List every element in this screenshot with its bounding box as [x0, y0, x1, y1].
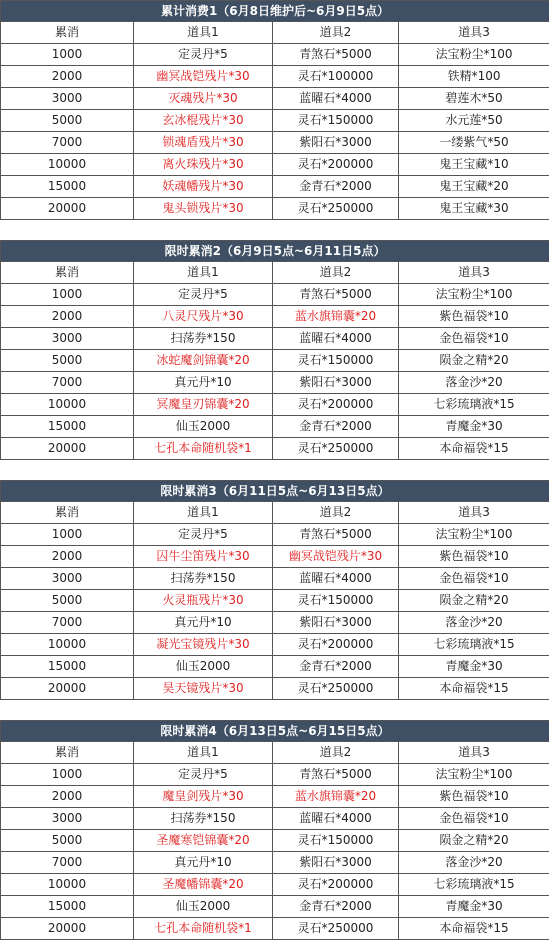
- reward-item-cell: 灵石*150000: [273, 110, 399, 132]
- table-row: [1, 306, 549, 328]
- table-row: [1, 612, 549, 634]
- table-title-row: [1, 1, 549, 22]
- reward-table-block: [0, 480, 549, 700]
- reward-item-cell: 金色福袋*10: [399, 808, 549, 830]
- threshold-cell: 10000: [1, 634, 134, 656]
- column-header: 道具2: [273, 262, 399, 284]
- reward-item-cell: 扫荡券*150: [134, 808, 273, 830]
- reward-item-cell: 七孔本命随机袋*1: [134, 918, 273, 940]
- reward-table-block: [0, 0, 549, 220]
- threshold-cell: 1000: [1, 764, 134, 786]
- threshold-cell: 3000: [1, 568, 134, 590]
- reward-item-cell: 法宝粉尘*100: [399, 44, 549, 66]
- table-header-row: [1, 742, 549, 764]
- table-row: [1, 350, 549, 372]
- reward-item-cell: 金青石*2000: [273, 656, 399, 678]
- reward-item-cell: 七孔本命随机袋*1: [134, 438, 273, 460]
- reward-table-block: [0, 720, 549, 940]
- reward-item-cell: 七彩琉璃液*15: [399, 874, 549, 896]
- reward-item-cell: 圣魔寒铠锦囊*20: [134, 830, 273, 852]
- reward-item-cell: 昊天镜残片*30: [134, 678, 273, 700]
- threshold-cell: 1000: [1, 44, 134, 66]
- threshold-cell: 3000: [1, 808, 134, 830]
- table-row: [1, 874, 549, 896]
- reward-item-cell: 碧莲木*50: [399, 88, 549, 110]
- threshold-cell: 10000: [1, 394, 134, 416]
- reward-item-cell: 蓝水旗锦囊*20: [273, 306, 399, 328]
- threshold-cell: 2000: [1, 786, 134, 808]
- reward-item-cell: 青魔金*30: [399, 896, 549, 918]
- table-header-row: [1, 262, 549, 284]
- reward-item-cell: 紫阳石*3000: [273, 612, 399, 634]
- column-header: 道具1: [134, 742, 273, 764]
- reward-item-cell: 落金沙*20: [399, 612, 549, 634]
- reward-item-cell: 妖魂幡残片*30: [134, 176, 273, 198]
- table-row: [1, 852, 549, 874]
- column-header: 道具1: [134, 22, 273, 44]
- table-title: 限时累消3（6月11日5点~6月13日5点）: [1, 481, 549, 502]
- column-header: 累消: [1, 262, 134, 284]
- reward-item-cell: 灭魂残片*30: [134, 88, 273, 110]
- reward-table-block: [0, 240, 549, 460]
- reward-item-cell: 陨金之精*20: [399, 830, 549, 852]
- reward-item-cell: 金色福袋*10: [399, 568, 549, 590]
- reward-item-cell: 陨金之精*20: [399, 350, 549, 372]
- table-row: [1, 656, 549, 678]
- reward-table: [0, 0, 549, 220]
- threshold-cell: 20000: [1, 198, 134, 220]
- reward-table: [0, 720, 549, 940]
- reward-item-cell: 圣魔幡锦囊*20: [134, 874, 273, 896]
- threshold-cell: 2000: [1, 546, 134, 568]
- table-row: [1, 44, 549, 66]
- column-header: 累消: [1, 502, 134, 524]
- reward-item-cell: 灵石*150000: [273, 830, 399, 852]
- reward-item-cell: 本命福袋*15: [399, 918, 549, 940]
- table-row: [1, 524, 549, 546]
- table-row: [1, 918, 549, 940]
- reward-item-cell: 鬼王宝藏*10: [399, 154, 549, 176]
- table-row: [1, 284, 549, 306]
- reward-item-cell: 蓝曜石*4000: [273, 88, 399, 110]
- column-header: 道具1: [134, 502, 273, 524]
- reward-item-cell: 灵石*150000: [273, 350, 399, 372]
- reward-item-cell: 蓝曜石*4000: [273, 808, 399, 830]
- reward-item-cell: 定灵丹*5: [134, 524, 273, 546]
- table-title-row: [1, 481, 549, 502]
- reward-item-cell: 玄冰棍残片*30: [134, 110, 273, 132]
- reward-item-cell: 青魔金*30: [399, 656, 549, 678]
- reward-item-cell: 陨金之精*20: [399, 590, 549, 612]
- table-row: [1, 394, 549, 416]
- reward-item-cell: 水元莲*50: [399, 110, 549, 132]
- table-row: [1, 830, 549, 852]
- table-row: [1, 132, 549, 154]
- table-row: [1, 66, 549, 88]
- column-header: 道具1: [134, 262, 273, 284]
- column-header: 道具2: [273, 22, 399, 44]
- reward-item-cell: 八灵尺残片*30: [134, 306, 273, 328]
- reward-item-cell: 灵石*250000: [273, 918, 399, 940]
- table-row: [1, 328, 549, 350]
- reward-item-cell: 定灵丹*5: [134, 44, 273, 66]
- reward-item-cell: 灵石*200000: [273, 154, 399, 176]
- reward-item-cell: 真元丹*10: [134, 372, 273, 394]
- threshold-cell: 7000: [1, 612, 134, 634]
- reward-item-cell: 蓝水旗锦囊*20: [273, 786, 399, 808]
- reward-item-cell: 火灵瓶残片*30: [134, 590, 273, 612]
- reward-item-cell: 真元丹*10: [134, 612, 273, 634]
- table-row: [1, 896, 549, 918]
- table-row: [1, 176, 549, 198]
- reward-item-cell: 法宝粉尘*100: [399, 524, 549, 546]
- threshold-cell: 1000: [1, 524, 134, 546]
- reward-item-cell: 铁精*100: [399, 66, 549, 88]
- table-row: [1, 198, 549, 220]
- table-row: [1, 808, 549, 830]
- reward-item-cell: 七彩琉璃液*15: [399, 394, 549, 416]
- threshold-cell: 7000: [1, 372, 134, 394]
- column-header: 道具3: [399, 742, 549, 764]
- reward-item-cell: 灵石*250000: [273, 438, 399, 460]
- column-header: 累消: [1, 22, 134, 44]
- column-header: 道具2: [273, 742, 399, 764]
- threshold-cell: 15000: [1, 656, 134, 678]
- table-row: [1, 678, 549, 700]
- reward-item-cell: 蓝曜石*4000: [273, 328, 399, 350]
- column-header: 道具3: [399, 22, 549, 44]
- reward-item-cell: 离火珠残片*30: [134, 154, 273, 176]
- column-header: 道具3: [399, 502, 549, 524]
- table-row: [1, 568, 549, 590]
- reward-item-cell: 幽冥战铠残片*30: [273, 546, 399, 568]
- reward-item-cell: 凝光宝镜残片*30: [134, 634, 273, 656]
- reward-item-cell: 扫荡券*150: [134, 328, 273, 350]
- table-row: [1, 546, 549, 568]
- reward-item-cell: 青魔金*30: [399, 416, 549, 438]
- reward-item-cell: 鬼头锁残片*30: [134, 198, 273, 220]
- table-row: [1, 372, 549, 394]
- column-header: 道具3: [399, 262, 549, 284]
- reward-item-cell: 金青石*2000: [273, 176, 399, 198]
- table-title: 限时累消4（6月13日5点~6月15日5点）: [1, 721, 549, 742]
- table-row: [1, 590, 549, 612]
- threshold-cell: 2000: [1, 66, 134, 88]
- table-row: [1, 764, 549, 786]
- reward-item-cell: 灵石*250000: [273, 198, 399, 220]
- reward-item-cell: 魔皇剑残片*30: [134, 786, 273, 808]
- table-title-row: [1, 721, 549, 742]
- reward-item-cell: 真元丹*10: [134, 852, 273, 874]
- table-row: [1, 416, 549, 438]
- threshold-cell: 10000: [1, 154, 134, 176]
- reward-item-cell: 青煞石*5000: [273, 44, 399, 66]
- reward-item-cell: 冥魔皇刃锦囊*20: [134, 394, 273, 416]
- table-title: 累计消费1（6月8日维护后~6月9日5点）: [1, 1, 549, 22]
- threshold-cell: 7000: [1, 852, 134, 874]
- reward-item-cell: 一缕紫气*50: [399, 132, 549, 154]
- reward-item-cell: 冰蛇魔剑锦囊*20: [134, 350, 273, 372]
- threshold-cell: 3000: [1, 88, 134, 110]
- reward-item-cell: 法宝粉尘*100: [399, 284, 549, 306]
- threshold-cell: 3000: [1, 328, 134, 350]
- reward-item-cell: 灵石*150000: [273, 590, 399, 612]
- reward-item-cell: 本命福袋*15: [399, 438, 549, 460]
- threshold-cell: 20000: [1, 678, 134, 700]
- threshold-cell: 20000: [1, 438, 134, 460]
- table-row: [1, 110, 549, 132]
- reward-item-cell: 灵石*200000: [273, 394, 399, 416]
- table-row: [1, 154, 549, 176]
- reward-item-cell: 紫阳石*3000: [273, 372, 399, 394]
- reward-item-cell: 七彩琉璃液*15: [399, 634, 549, 656]
- reward-item-cell: 囚牛尘笛残片*30: [134, 546, 273, 568]
- reward-item-cell: 法宝粉尘*100: [399, 764, 549, 786]
- reward-item-cell: 紫色福袋*10: [399, 786, 549, 808]
- threshold-cell: 5000: [1, 830, 134, 852]
- threshold-cell: 7000: [1, 132, 134, 154]
- reward-item-cell: 灵石*200000: [273, 874, 399, 896]
- threshold-cell: 2000: [1, 306, 134, 328]
- reward-item-cell: 定灵丹*5: [134, 284, 273, 306]
- reward-item-cell: 定灵丹*5: [134, 764, 273, 786]
- reward-item-cell: 青煞石*5000: [273, 764, 399, 786]
- reward-item-cell: 蓝曜石*4000: [273, 568, 399, 590]
- threshold-cell: 1000: [1, 284, 134, 306]
- reward-table: [0, 240, 549, 460]
- table-header-row: [1, 502, 549, 524]
- reward-item-cell: 紫色福袋*10: [399, 546, 549, 568]
- reward-item-cell: 落金沙*20: [399, 852, 549, 874]
- reward-item-cell: 金色福袋*10: [399, 328, 549, 350]
- table-header-row: [1, 22, 549, 44]
- reward-table: [0, 480, 549, 700]
- table-row: [1, 634, 549, 656]
- reward-item-cell: 仙玉2000: [134, 656, 273, 678]
- reward-item-cell: 鬼王宝藏*30: [399, 198, 549, 220]
- threshold-cell: 5000: [1, 590, 134, 612]
- column-header: 累消: [1, 742, 134, 764]
- table-row: [1, 88, 549, 110]
- threshold-cell: 20000: [1, 918, 134, 940]
- reward-item-cell: 灵石*250000: [273, 678, 399, 700]
- threshold-cell: 10000: [1, 874, 134, 896]
- reward-item-cell: 本命福袋*15: [399, 678, 549, 700]
- table-row: [1, 786, 549, 808]
- reward-item-cell: 仙玉2000: [134, 896, 273, 918]
- reward-item-cell: 紫色福袋*10: [399, 306, 549, 328]
- threshold-cell: 15000: [1, 176, 134, 198]
- reward-item-cell: 青煞石*5000: [273, 284, 399, 306]
- reward-item-cell: 金青石*2000: [273, 416, 399, 438]
- reward-item-cell: 灵石*200000: [273, 634, 399, 656]
- table-title: 限时累消2（6月9日5点~6月11日5点）: [1, 241, 549, 262]
- reward-item-cell: 仙玉2000: [134, 416, 273, 438]
- reward-item-cell: 紫阳石*3000: [273, 132, 399, 154]
- threshold-cell: 15000: [1, 896, 134, 918]
- reward-item-cell: 青煞石*5000: [273, 524, 399, 546]
- threshold-cell: 15000: [1, 416, 134, 438]
- reward-item-cell: 灵石*100000: [273, 66, 399, 88]
- reward-item-cell: 幽冥战铠残片*30: [134, 66, 273, 88]
- table-title-row: [1, 241, 549, 262]
- table-row: [1, 438, 549, 460]
- reward-item-cell: 鬼王宝藏*20: [399, 176, 549, 198]
- threshold-cell: 5000: [1, 110, 134, 132]
- reward-item-cell: 扫荡券*150: [134, 568, 273, 590]
- reward-item-cell: 金青石*2000: [273, 896, 399, 918]
- reward-item-cell: 紫阳石*3000: [273, 852, 399, 874]
- reward-item-cell: 落金沙*20: [399, 372, 549, 394]
- threshold-cell: 5000: [1, 350, 134, 372]
- column-header: 道具2: [273, 502, 399, 524]
- reward-item-cell: 锁魂盾残片*30: [134, 132, 273, 154]
